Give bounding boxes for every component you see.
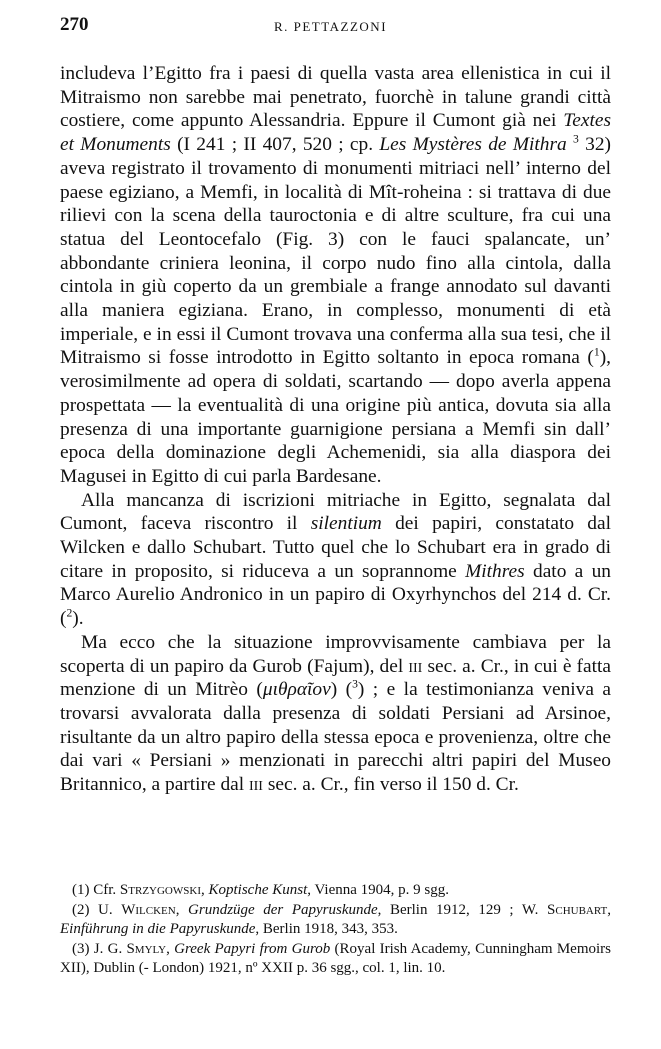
text-run: ) ( bbox=[330, 679, 353, 701]
small-caps-text: Schubart bbox=[547, 901, 608, 918]
paragraph bbox=[60, 489, 611, 631]
paragraph bbox=[60, 631, 611, 797]
text-run: 32) aveva registrato il trovamento di monumenti mitriaci nell’ interno del paese egiziano, a Memfi, in località di Mît-roheina : si trattava di due rilievi con la scena della tauroctonia e di altre sculture, fra cui una statua del Leontocefalo (Fig. 3) con le fauci spalancate, un’ abbondante criniera leonina, il corpo nudo fino alla cintola, dalla cintola in giù coperto da un grembiale a frange annodato sul davanti alla maniera egiziana. Erano, in complesso, monumenti di età imperiale, e in essi il Cumont trovava una conferma alla sua tesi, che il Mitraismo si fosse introdotto in Egitto soltanto in epoca romana ( bbox=[60, 134, 611, 369]
text-run: sec. a. Cr., in cui è fatta menzione di un Mitrèo ( bbox=[60, 655, 611, 701]
note-reference: 3 bbox=[573, 132, 579, 146]
note-reference: 1 bbox=[593, 345, 600, 359]
footnote bbox=[60, 940, 611, 979]
paragraph bbox=[60, 62, 611, 489]
text-run: sec. a. Cr., fin verso il 150 d. Cr. bbox=[262, 774, 519, 796]
text-run: dei papiri, constatato dal Wilcken e dallo Schubart. Tutto quel che lo Schubart era in grado di citare in proposito, si riduceva a un soprannome bbox=[60, 513, 611, 582]
small-caps-text: iii bbox=[248, 774, 263, 796]
italic-text: Grundzüge der Papyruskunde bbox=[188, 901, 378, 918]
text-run: , Berlin 1918, 343, 353. bbox=[255, 921, 398, 938]
running-head: R. PETTAZZONI bbox=[273, 19, 388, 34]
page-number: 270 bbox=[60, 14, 89, 35]
text-run: (1) Cfr. bbox=[72, 882, 120, 898]
text-run: ). bbox=[72, 608, 84, 630]
text-run: dato a un Marco Aurelio Andronico in un papiro di Oxyrhynchos del 214 d. Cr. ( bbox=[60, 560, 611, 630]
text-run: , Berlin 1912, 129 ; W. bbox=[377, 901, 548, 918]
italic-text: Einführung in die Papyruskunde bbox=[60, 921, 256, 938]
text-run: ) ; e la testimonianza veniva a trovarsi avvalorata dalla presenza di soldati Persiani ad Arsinoe, risultante da un altro papiro della stessa epoca e provenienza, oltre che dai vari « Persiani » menzionati in parecchi altri papiri del Museo Britannico, a partire dal bbox=[60, 679, 612, 796]
text-run: , bbox=[200, 882, 209, 898]
small-caps-text: iii bbox=[408, 655, 423, 677]
italic-text: Koptische Kunst bbox=[208, 882, 308, 898]
note-reference: 3 bbox=[352, 677, 358, 691]
text-run: (2) U. bbox=[72, 901, 122, 918]
text-run: , Vienna 1904, p. 9 sgg. bbox=[307, 882, 449, 898]
text-run: Alla mancanza di iscrizioni mitriache in Egitto, segnalata dal Cumont, faceva riscontro il bbox=[60, 489, 611, 535]
italic-text: silentium bbox=[310, 513, 382, 535]
small-caps-text: Smyly bbox=[126, 940, 167, 957]
note-reference: 2 bbox=[66, 606, 73, 620]
body-text bbox=[60, 62, 611, 797]
small-caps-text: Wilcken bbox=[121, 901, 176, 918]
text-run: (3) J. G. bbox=[72, 940, 127, 957]
italic-text: Mithres bbox=[465, 560, 525, 582]
text-run: (Royal Irish Academy, Cunningham Memoirs XII), Dublin (- London) 1921, nº XXII p. 36 sgg., col. 1, lin. 10. bbox=[60, 940, 612, 977]
italic-text: Greek Papyri from Gurob bbox=[174, 940, 331, 957]
footnote bbox=[60, 881, 611, 901]
italic-text: μιθραῖον bbox=[262, 679, 331, 701]
text-run: , bbox=[175, 901, 189, 918]
text-run: (I 241 ; II 407, 520 ; cp. bbox=[170, 134, 380, 156]
text-run: , bbox=[166, 940, 175, 957]
text-run: , bbox=[607, 901, 612, 918]
text-run: ), verosimilmente ad opera di soldati, scartando — dopo averla appena prospettata — la eventualità di una origine più antica, dovuta sia alla presenza di una importante guarnigione persiana a Memfi sin dall’ epoca della dominazione degli Achemenidi, sia alla diaspora dei Magusei in Egitto di cui parla Bardesane. bbox=[60, 347, 611, 487]
text-run: includeva l’Egitto fra i paesi di quella vasta area ellenistica in cui il Mitraismo non sarebbe mai penetrato, fuorchè in talune grandi città costiere, come appunto Alessandria. Eppure il Cumont già nei bbox=[60, 63, 611, 132]
footnote bbox=[60, 901, 611, 940]
italic-text: Textes et Monuments bbox=[60, 110, 611, 156]
text-run: Ma ecco che la situazione improvvisamente cambiava per la scoperta di un papiro da Gurob (Fajum), del bbox=[60, 631, 611, 677]
italic-text: Les Mystères de Mithra bbox=[379, 134, 567, 156]
small-caps-text: Strzygowski bbox=[119, 882, 201, 898]
footnotes bbox=[60, 881, 611, 979]
